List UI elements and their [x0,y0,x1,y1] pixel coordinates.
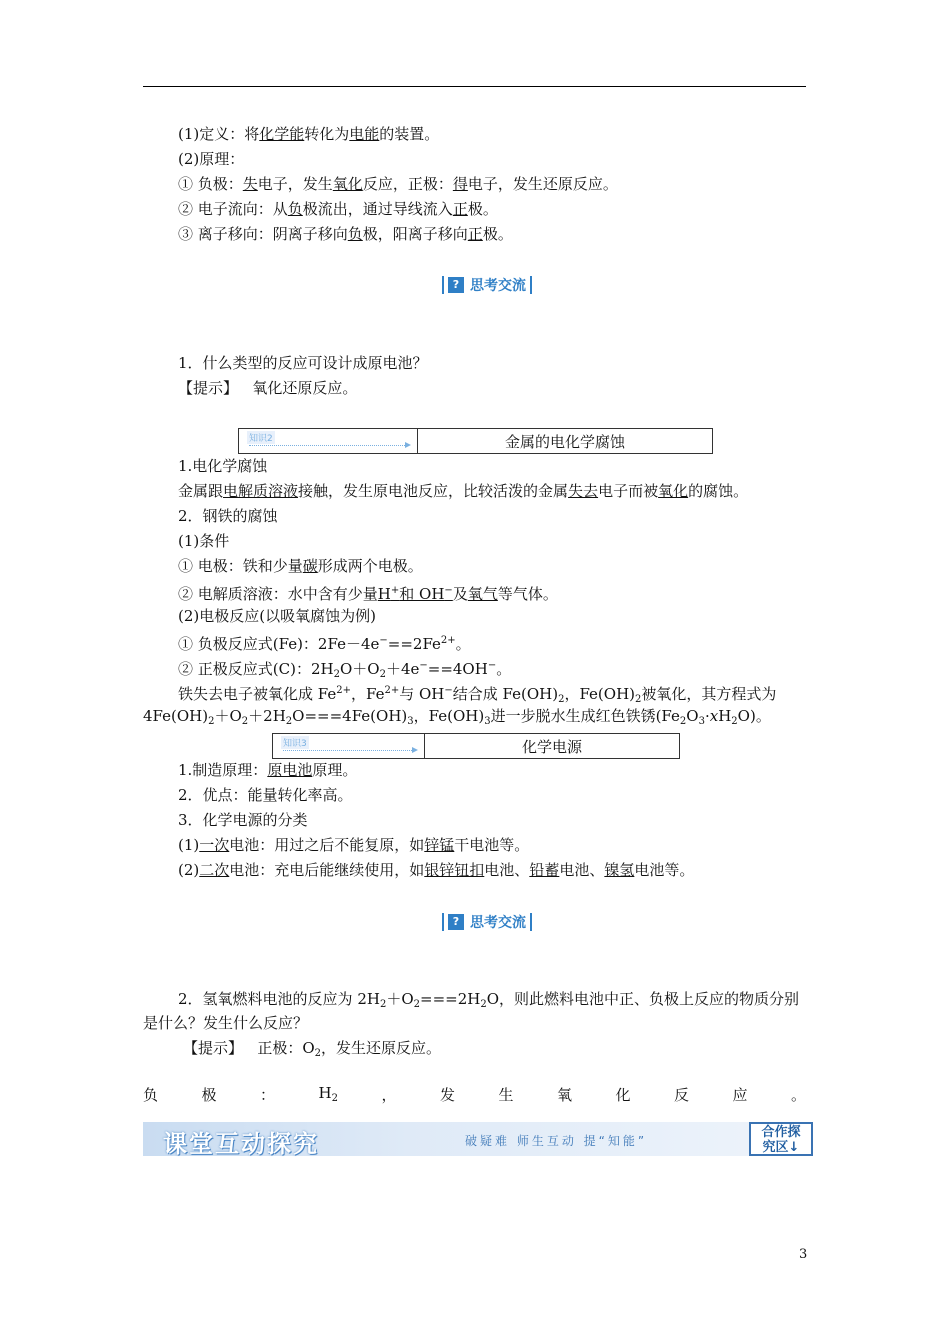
ec-corrosion-heading: 1.电化学腐蚀 [178,457,268,475]
cathode-reaction: ② 正极反应式(C)：$2H_2O+O_2+4e^-==4OH^-$。 [178,660,512,680]
banner-slogan: 破疑难 师生互动 提“知能” [465,1134,648,1148]
anode-reaction: ① 负极反应式(Fe)：$2Fe-4e^-==2Fe^{2+}$。 [178,635,471,653]
ec-corrosion-def: 金属跟电解质溶液接触，发生原电池反应，比较活泼的金属失去电子而被氧化的腐蚀。 [178,482,749,500]
principle-ion-flow: ③ 离子移向：阴离子移向负极，阳离子移向正极。 [178,225,513,243]
section-banner [143,1122,806,1156]
principle-heading: (2)原理： [178,150,245,168]
hint-1: 【提示】 氧化还原反应。 [178,379,358,397]
condition-electrode: ① 电极：铁和少量碳形成两个电极。 [178,557,423,575]
advantage: 2．优点：能量转化率高。 [178,786,353,804]
manufacturing-principle: 1.制造原理：原电池原理。 [178,761,358,779]
rust-process-line1: 铁失去电子被氧化成 $Fe^{2+}$，$Fe^{2+}$与 OH−结合成 $Fe(OH)_2$，$Fe(OH)_2$被氧化，其方程式为 [178,685,777,705]
page-number: 3 [799,1247,808,1262]
rust-process-line2: $4Fe(OH)_2+O_2+2H_2O===4Fe(OH)_3$，$Fe(OH)_3$进一步脱水生成红色铁锈$(Fe_2O_3\cdot xH_2O)$。 [143,707,771,727]
knowledge-tag: 知识3 [281,736,309,749]
arrow-icon [283,750,416,751]
banner-title: 课堂互动探究 [163,1130,319,1158]
secondary-battery: (2)二次电池：充电后能继续使用，如银锌钮扣电池、铅蓄电池、镍氢电池等。 [178,861,695,879]
question-icon: ? [448,914,464,930]
electrode-reaction-heading: (2)电极反应(以吸氧腐蚀为例) [178,607,376,625]
condition-heading: (1)条件 [178,532,230,550]
banner-badge: 合作探 究区↓ [749,1122,813,1156]
hint-2: 【提示】 正极：$O_2$，发生还原反应。 [183,1039,442,1059]
definition-line: (1)定义：将化学能转化为电能的装置。 [178,125,440,143]
think-exchange-header-1: ? 思考交流 [440,274,550,296]
knowledge-title: 化学电源 [424,733,680,759]
classification-heading: 3．化学电源的分类 [178,811,308,829]
question-2-line2: 是什么？发生什么反应？ [143,1014,309,1032]
arrow-icon [249,445,409,446]
knowledge-box-3 [272,733,680,759]
question-icon: ? [448,277,464,293]
question-1: 1．什么类型的反应可设计成原电池？ [178,354,428,372]
principle-electrode: ① 负极：失电子，发生氧化反应，正极：得电子，发生还原反应。 [178,175,618,193]
knowledge-box-2 [238,428,713,454]
primary-battery: (1)一次电池：用过之后不能复原，如锌锰干电池等。 [178,836,530,854]
think-exchange-header-2: ? 思考交流 [440,911,550,933]
hint-2-continuation: 负 极 ： $H_2$ ， 发 生 氧 化 反 应 。 [143,1084,806,1104]
steel-corrosion-heading: 2．钢铁的腐蚀 [178,507,278,525]
knowledge-title: 金属的电化学腐蚀 [417,428,713,454]
question-2-line1: 2．氢氧燃料电池的反应为 $2H_2+O_2===2H_2O$，则此燃料电池中正、负极上反应的物质分别 [178,990,800,1010]
principle-electron-flow: ② 电子流向：从负极流出，通过导线流入正极。 [178,200,498,218]
header-rule [143,86,806,87]
condition-electrolyte: ② 电解质溶液：水中含有少量H+和 OH−及氧气等气体。 [178,585,558,603]
knowledge-tag: 知识2 [247,431,275,444]
